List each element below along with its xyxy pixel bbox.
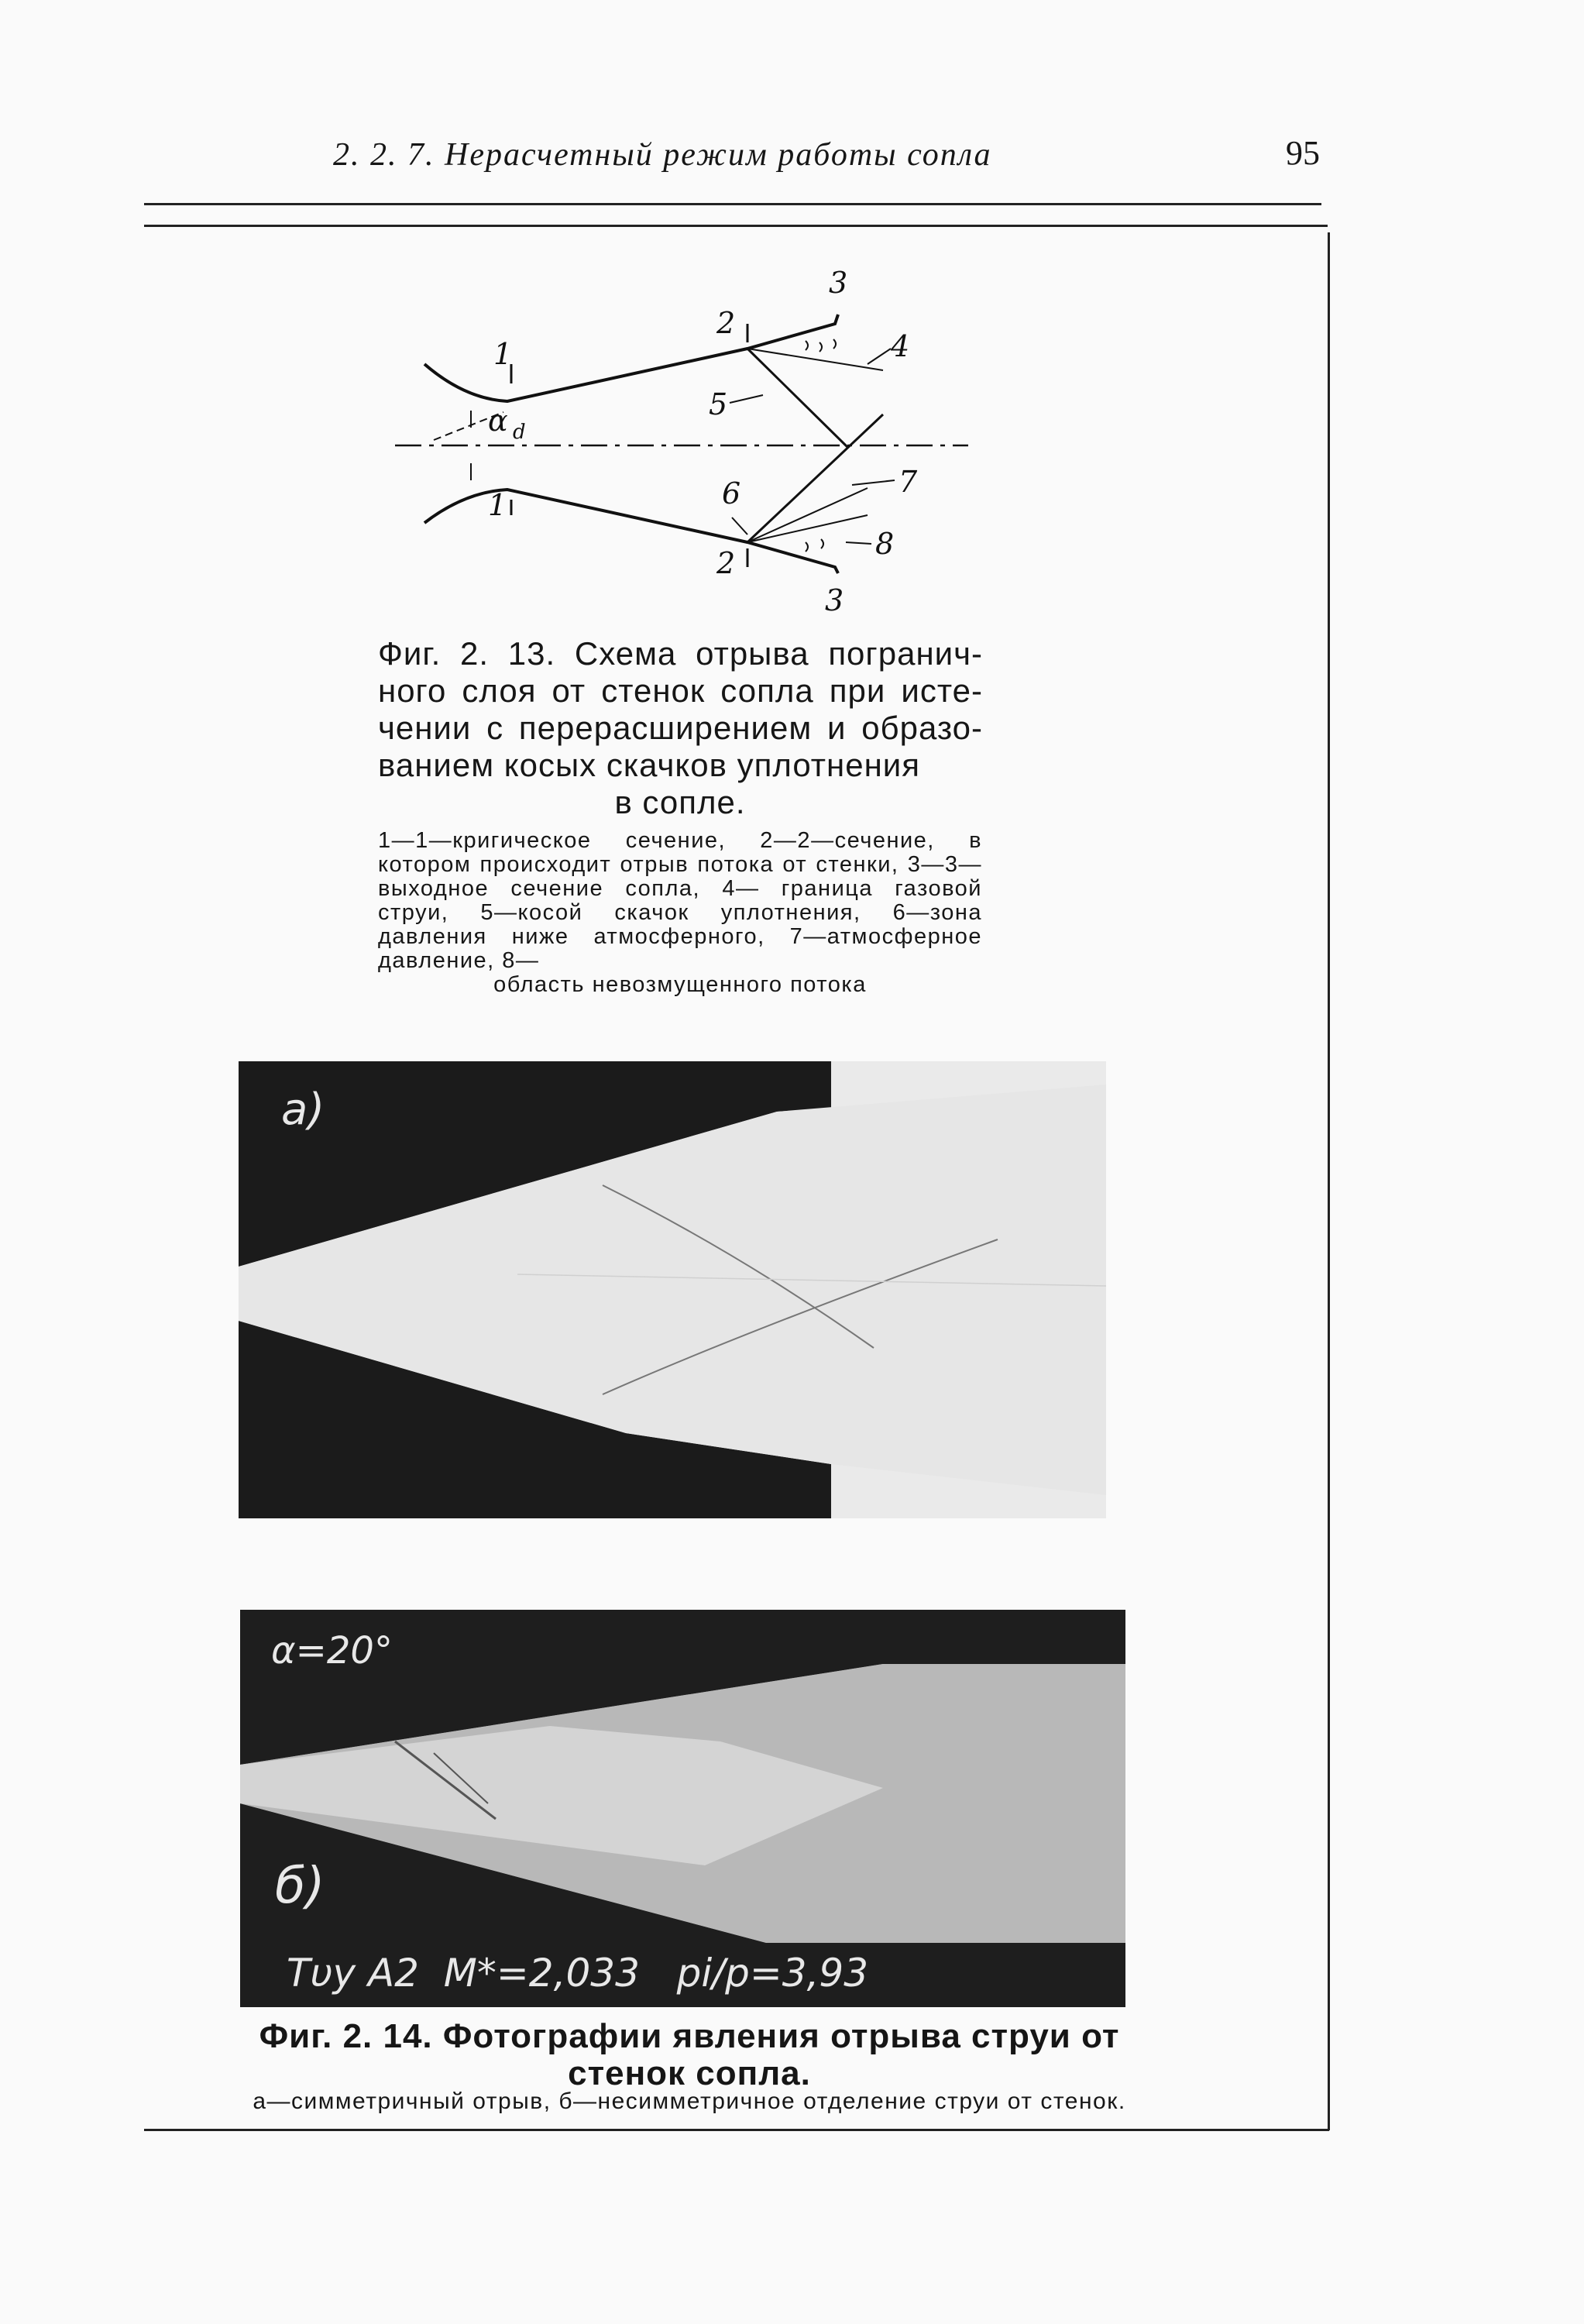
photo-b-parameters: Tυy A2 M*=2,033 pi/p=3,93 bbox=[287, 1951, 869, 1996]
label-alpha: α bbox=[488, 404, 508, 438]
figure-2-13-legend bbox=[378, 829, 982, 997]
label-top-1: 1 bbox=[493, 337, 513, 371]
frame-right-rule bbox=[1328, 232, 1330, 2130]
label-4: 4 bbox=[891, 329, 910, 363]
label-bottom-1: 1 bbox=[488, 488, 507, 522]
page-number: 95 bbox=[1286, 134, 1320, 172]
figure-2-14-caption: Фиг. 2. 14. Фотографии явления отрыва струи от стенок сопла. bbox=[259, 2017, 1120, 2092]
figure-2-13-caption-last: в сопле. bbox=[614, 784, 746, 820]
figure-2-13-legend-body: 1—1—кригическое сечение, 2—2—сечение, в котором происходит отрыв потока от стенки, 3—3—выходное сечение сопла, 4— граница газовой струи, 5—косой скачок уплотнения, 6—зона давления ниже атмосферного, 7—атмосферное давление, 8— bbox=[378, 828, 982, 973]
label-top-3: 3 bbox=[829, 266, 848, 300]
label-top-2: 2 bbox=[716, 306, 736, 340]
figure-2-14-legend: а—симметричный отрыв, б—несимметричное отделение струи от стенок. bbox=[253, 2089, 1126, 2114]
photo-a-label: a) bbox=[281, 1085, 325, 1135]
label-6: 6 bbox=[722, 476, 741, 511]
label-bottom-2: 2 bbox=[716, 546, 736, 580]
photo-a-symmetric-separation bbox=[239, 1061, 1106, 1518]
label-7: 7 bbox=[899, 465, 918, 499]
label-8: 8 bbox=[875, 527, 895, 561]
figure-2-13-caption bbox=[378, 635, 982, 821]
label-alpha-sub: d bbox=[513, 421, 526, 444]
figure-2-13-legend-last: область невозмущенного потока bbox=[493, 972, 867, 997]
frame-top-rule bbox=[144, 225, 1328, 227]
label-5: 5 bbox=[709, 387, 728, 421]
figure-2-13-caption-body: Фиг. 2. 13. Схема отрыва пограничного слоя от стенок сопла при истечении с перерасширением и образованием косых скачков уплотнения bbox=[378, 635, 982, 783]
photo-b-alpha: α=20° bbox=[271, 1629, 393, 1673]
nozzle-separation-diagram bbox=[372, 256, 991, 627]
photo-b-label: б) bbox=[275, 1858, 325, 1915]
photo-b-asymmetric-separation bbox=[240, 1610, 1125, 2007]
header-rule bbox=[144, 203, 1321, 205]
label-bottom-3: 3 bbox=[825, 583, 844, 617]
frame-bottom-rule bbox=[144, 2129, 1329, 2131]
running-header: 2. 2. 7. Нерасчетный режим работы сопла bbox=[333, 137, 992, 173]
